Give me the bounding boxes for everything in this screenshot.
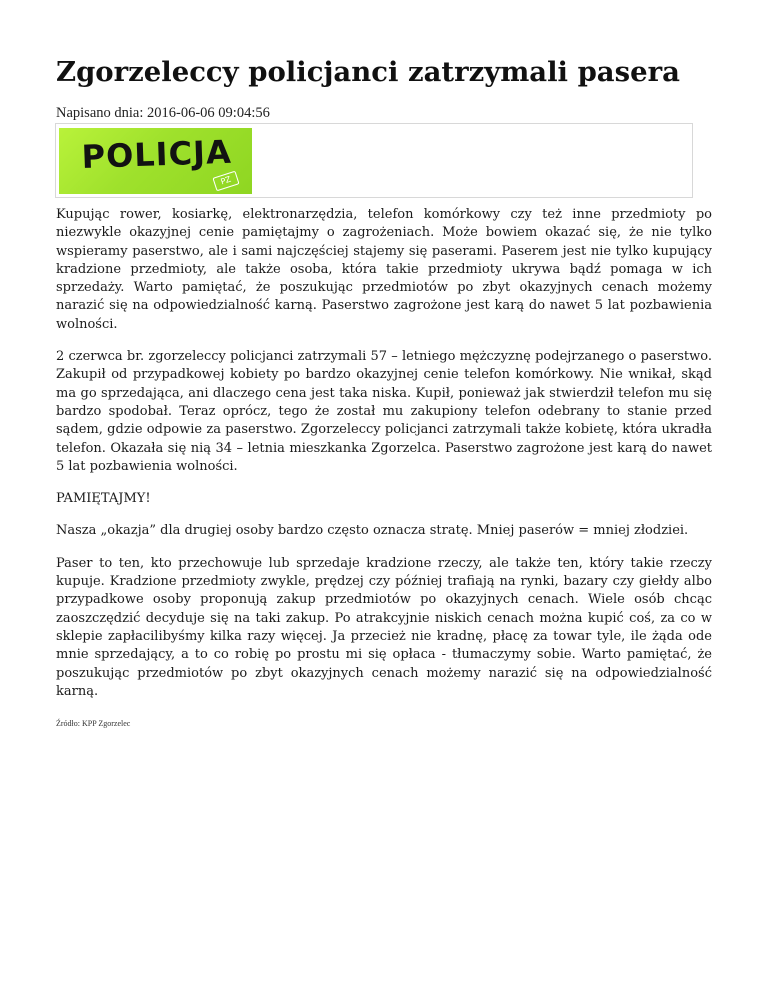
police-patch-image — [59, 128, 252, 194]
article-body — [56, 206, 712, 743]
paragraph-4: Paser to ten, kto przechowuje lub sprzedaje kradzione rzeczy, ale także ten, który takie rzeczy kupuje. Kradzione przedmioty zwykle, prędzej czy później trafiają na rynki, bazary czy giełdy albo przypadkowe osoby proponują zakup przedmiotów po okazyjnych cenach. Wiele osób chcąc zaoszczędzić decyduje się na taki zakup. Po atrakcyjnie niskich cenach można kupić coś, za co w sklepie zapłacilibyśmy kilka razy więcej. Ja przecież nie kradnę, płacę za towar tyle, ile żąda ode mnie sprzedający, a to co robię po prostu mi się opłaca - tłumaczymy sobie. Warto pamiętać, że poszukując przedmiotów po zbyt okazyjnych cenach możemy narazić się na odpowiedzialność karną. — [56, 555, 712, 699]
police-patch-text: POLICJA — [81, 132, 233, 176]
paragraph-2: 2 czerwca br. zgorzeleccy policjanci zatrzymali 57 – letniego mężczyznę podejrzanego o paserstwo. Zakupił od przypadkowej kobiety po bardzo okazyjnej cenie telefon komórkowy. Nie wnikał, skąd ma go sprzedająca, ani dlaczego cena jest taka niska. Kupił, ponieważ jak stwierdził telefon mu się bardzo spodobał. Teraz oprócz, tego że został mu zakupiony telefon odebrany to stanie przed sądem, gdzie odpowie za paserstwo. Zgorzeleccy policjanci zatrzymali także kobietę, która ukradła telefon. Okazała się nią 34 – letnia mieszkanka Zgorzelca. Paserstwo zagrożone jest karą do nawet 5 lat pozbawienia wolności. — [56, 349, 712, 474]
pz-mark-icon: PZ — [212, 171, 239, 192]
article-image-frame — [55, 123, 693, 198]
paragraph-1: Kupując rower, kosiarkę, elektronarzędzia, telefon komórkowy czy też inne przedmioty po niezwykle okazyjnej cenie pamiętajmy o zagrożeniach. Może bowiem okazać się, że nie tylko wspieramy paserstwo, ale i sami najczęściej stajemy się paserami. Paserem jest nie tylko kupujący kradzione przedmioty, ale także osoba, która takie przedmioty ukrywa bądź pomaga w ich sprzedaży. Warto pamiętać, że poszukując przedmiotów po zbyt okazyjnych cenach możemy narazić się na odpowiedzialność karną. Paserstwo zagrożone jest karą do nawet 5 lat pozbawienia wolności. — [56, 207, 712, 332]
publish-date: Napisano dnia: 2016-06-06 09:04:56 — [56, 105, 270, 121]
article-title: Zgorzeleccy policjanci zatrzymali pasera — [56, 56, 680, 88]
paragraph-remember: PAMIĘTAJMY! — [56, 491, 151, 507]
paragraph-3: Nasza „okazja” dla drugiej osoby bardzo często oznacza stratę. Mniej paserów = mniej złodziei. — [56, 523, 689, 539]
source-note: Źródło: KPP Zgorzelec — [56, 719, 131, 729]
